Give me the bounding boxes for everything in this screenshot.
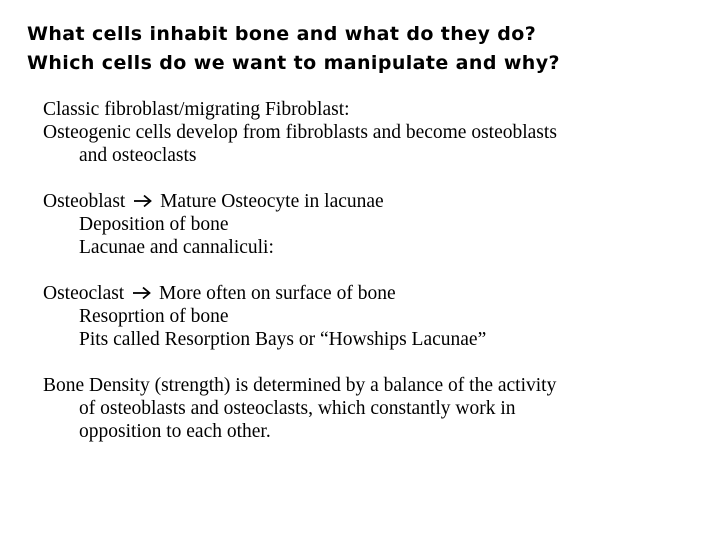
density-text-3: opposition to each other. xyxy=(79,421,271,442)
fibroblast-text-2: and osteoclasts xyxy=(79,145,197,166)
title-line-2: Which cells do we want to manipulate and why? xyxy=(27,52,560,74)
fibroblast-section xyxy=(43,98,693,167)
density-text-2: of osteoblasts and osteoclasts, which constantly work in xyxy=(79,398,516,419)
slide-title xyxy=(27,20,707,78)
osteoblast-term: Osteoblast xyxy=(43,191,126,212)
osteoclast-heading xyxy=(43,282,693,305)
osteoclast-term: Osteoclast xyxy=(43,283,125,304)
osteoclast-item-2: Pits called Resorption Bays or “Howships Lacunae” xyxy=(79,329,487,350)
osteoclast-result: More often on surface of bone xyxy=(158,283,396,304)
osteoblast-heading xyxy=(43,190,693,213)
osteoblast-item-2: Lacunae and cannaliculi: xyxy=(79,237,274,258)
fibroblast-heading: Classic fibroblast/migrating Fibroblast: xyxy=(43,99,350,120)
density-section xyxy=(43,374,693,443)
title-line-1: What cells inhabit bone and what do they do? xyxy=(27,23,537,45)
osteoclast-item-1: Resoprtion of bone xyxy=(79,306,229,327)
fibroblast-text-1: Osteogenic cells develop from fibroblasts and become osteoblasts xyxy=(43,122,557,143)
arrow-right-icon xyxy=(132,286,152,300)
density-text-1: Bone Density (strength) is determined by a balance of the activity xyxy=(43,375,557,396)
osteoblast-section xyxy=(43,190,693,259)
arrow-right-icon xyxy=(133,194,153,208)
osteoblast-item-1: Deposition of bone xyxy=(79,214,229,235)
osteoblast-result: Mature Osteocyte in lacunae xyxy=(160,191,384,212)
slide-body xyxy=(43,98,693,443)
osteoclast-section xyxy=(43,282,693,351)
